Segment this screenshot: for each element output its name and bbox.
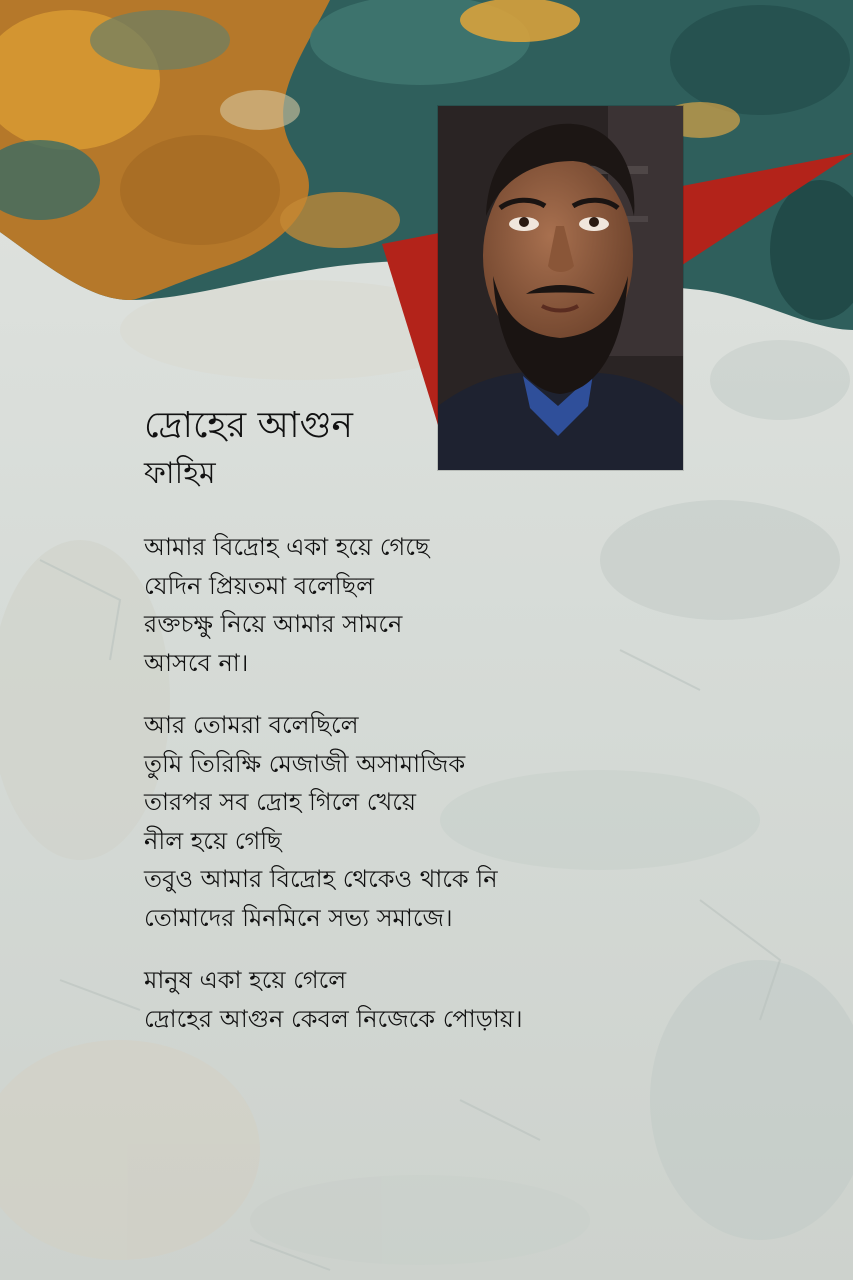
poem-body: [144, 528, 704, 1062]
poem-line: তারপর সব দ্রোহ গিলে খেয়ে: [144, 788, 417, 816]
poem-line: আর তোমরা বলেছিলে: [144, 711, 359, 739]
poem-line: নীল হয়ে গেছি: [144, 826, 282, 855]
poem-line: দ্রোহের আগুন কেবল নিজেকে পোড়ায়।: [144, 1004, 523, 1033]
poem-line: আমার বিদ্রোহ একা হয়ে গেছে: [144, 533, 430, 561]
poem-title: দ্রোহের আগুন: [144, 405, 353, 446]
poet-name: ফাহিম: [144, 456, 216, 491]
stanza-3: [144, 961, 704, 1038]
poem-line: রক্তচক্ষু নিয়ে আমার সামনে: [144, 610, 403, 638]
poem-line: তবুও আমার বিদ্রোহ থেকেও থাকে নি: [144, 865, 498, 893]
author-portrait: [438, 106, 683, 470]
stanza-2: [144, 706, 704, 937]
poem-line: তোমাদের মিনমিনে সভ্য সমাজে।: [144, 903, 453, 932]
poem-line: আসবে না।: [144, 648, 249, 677]
poem-line: তুমি তিরিক্ষি মেজাজী অসামাজিক: [144, 749, 466, 778]
poem-line: মানুষ একা হয়ে গেলে: [144, 966, 347, 994]
stanza-1: [144, 528, 704, 682]
poem-line: যেদিন প্রিয়তমা বলেছিল: [144, 571, 375, 600]
